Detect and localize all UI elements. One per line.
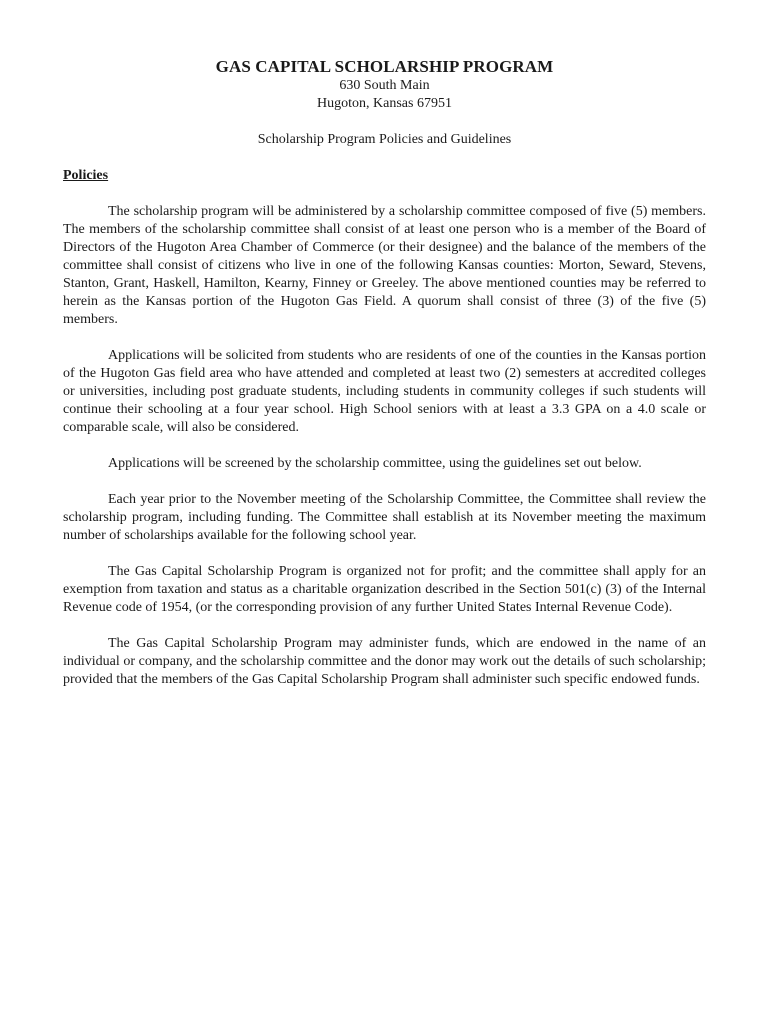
policy-paragraph-6: The Gas Capital Scholarship Program may administer funds, which are endowed in the name of an individual or company, and the scholarship committee and the donor may work out the details of such scholarship; provided that the members of the Gas Capital Scholarship Program shall administer such specific endowed funds. [63,636,706,687]
document-page [63,57,706,689]
document-subtitle: Scholarship Program Policies and Guidelines [257,132,512,147]
policy-paragraph-1: The scholarship program will be administered by a scholarship committee composed of five (5) members. The members of the scholarship committee shall consist of at least one person who is a member of the Board of Directors of the Hugoton Area Chamber of Commerce (or their designee) and the balance of the members of the committee shall consist of citizens who live in one of the following Kansas counties: Morton, Seward, Stevens, Stanton, Grant, Haskell, Hamilton, Kearny, Finney or Greeley. The above mentioned counties may be referred to herein as the Kansas portion of the Hugoton Gas Field. A quorum shall consist of three (3) of the five (5) members. [63,204,706,327]
address-line-1: 630 South Main [339,78,430,93]
policy-paragraph-2: Applications will be solicited from students who are residents of one of the counties in the Kansas portion of the Hugoton Gas field area who have attended and completed at least two (2) semesters at accredited colleges or universities, including post graduate students, including students in community colleges if such students will continue their schooling at a four year school. High School seniors with at least a 3.3 GPA on a 4.0 scale or comparable scale, will also be considered. [63,348,706,435]
policy-paragraph-5: The Gas Capital Scholarship Program is organized not for profit; and the committee shall apply for an exemption from taxation and status as a charitable organization described in the Section 501(c) (3) of the Internal Revenue code of 1954, (or the corresponding provision of any further United States Internal Revenue Code). [63,564,706,615]
address-line-2: Hugoton, Kansas 67951 [317,96,452,111]
policies-heading: Policies [63,168,109,183]
document-title: GAS CAPITAL SCHOLARSHIP PROGRAM [215,57,554,76]
policy-paragraph-4: Each year prior to the November meeting of the Scholarship Committee, the Committee shall review the scholarship program, including funding. The Committee shall establish at its November meeting the maximum number of scholarships available for the following school year. [63,492,706,543]
policy-paragraph-3: Applications will be screened by the scholarship committee, using the guidelines set out below. [108,456,642,471]
